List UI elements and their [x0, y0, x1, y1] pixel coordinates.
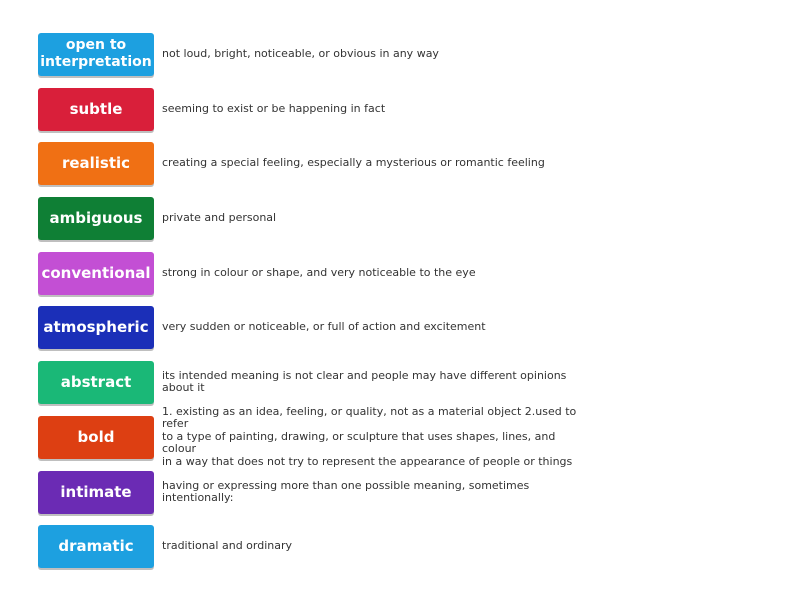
match-row	[38, 524, 598, 568]
match-row	[38, 305, 598, 349]
match-row	[38, 360, 598, 404]
match-row	[38, 141, 598, 185]
term-tile[interactable]: atmospheric	[38, 306, 154, 349]
term-tile[interactable]: open to interpretation	[38, 33, 154, 76]
match-row	[38, 32, 598, 76]
definition-text: 1. existing as an idea, feeling, or quality, not as a material object 2.used to refer to a type of painting, drawing, or sculpture that uses shapes, lines, and colour in a way that does not try to represent the appearance of people or things	[162, 404, 577, 468]
match-row	[38, 470, 598, 514]
match-row	[38, 87, 598, 131]
term-tile[interactable]: realistic	[38, 142, 154, 185]
term-tile[interactable]: dramatic	[38, 525, 154, 568]
match-row	[38, 404, 598, 468]
match-row	[38, 251, 598, 295]
definition-text: private and personal	[162, 210, 277, 224]
definition-text: not loud, bright, noticeable, or obvious in any way	[162, 46, 439, 60]
definition-text: strong in colour or shape, and very noticeable to the eye	[162, 265, 476, 279]
term-tile[interactable]: bold	[38, 416, 154, 459]
match-row	[38, 196, 598, 240]
definition-text: creating a special feeling, especially a mysterious or romantic feeling	[162, 155, 545, 169]
definition-text: its intended meaning is not clear and people may have different opinions about it	[162, 368, 567, 394]
term-tile[interactable]: subtle	[38, 88, 154, 131]
term-tile[interactable]: intimate	[38, 471, 154, 514]
term-tile[interactable]: abstract	[38, 361, 154, 404]
definition-text: seeming to exist or be happening in fact	[162, 101, 386, 115]
term-tile[interactable]: conventional	[38, 252, 154, 295]
definition-text: having or expressing more than one possible meaning, sometimes intentionally:	[162, 478, 530, 504]
definition-text: very sudden or noticeable, or full of action and excitement	[162, 319, 486, 333]
term-tile[interactable]: ambiguous	[38, 197, 154, 240]
definition-text: traditional and ordinary	[162, 538, 293, 552]
